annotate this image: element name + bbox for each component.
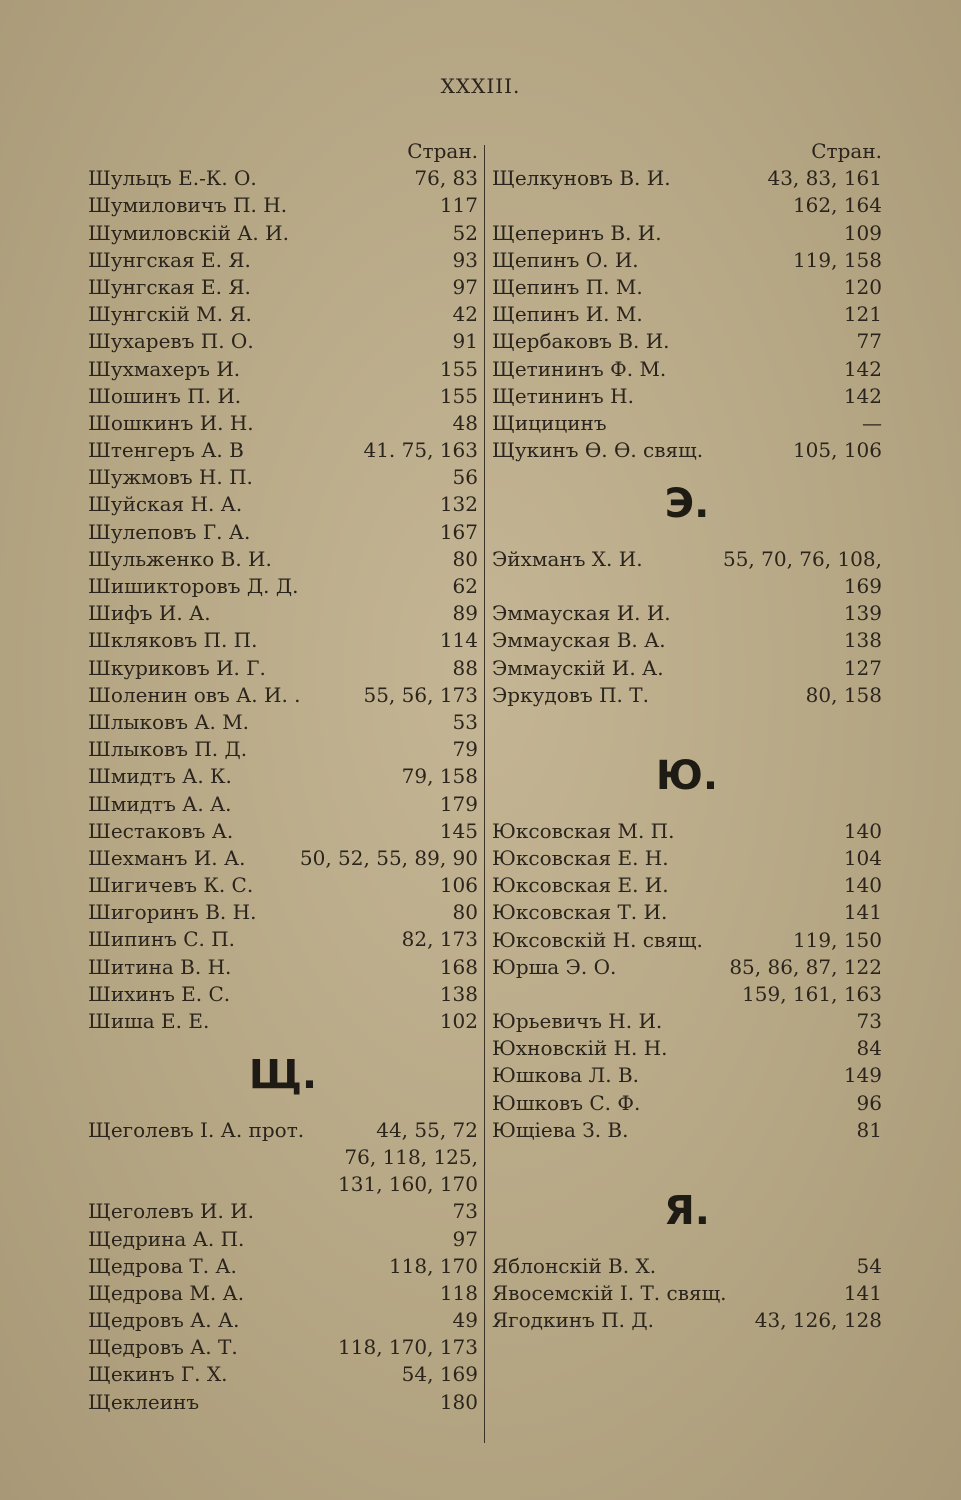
entry-pages: 80 [452,546,478,571]
index-entry [88,872,478,899]
index-entry [88,655,478,682]
entry-name: Щеголевъ І. А. прот. [88,1117,305,1142]
index-entry [492,600,882,627]
index-entry [88,682,478,709]
entry-name: Ющіева З. В. [492,1117,629,1142]
entry-name: Шмидтъ А. А. [88,791,232,816]
entry-pages: 118, 170 [388,1253,478,1278]
entry-pages: 82, 173 [401,927,478,952]
index-entry [88,981,478,1008]
index-entry [88,1171,478,1198]
entry-pages: 54, 169 [401,1362,478,1387]
index-entry [492,192,882,219]
index-entry [88,954,478,981]
pages-column-header [88,138,478,165]
entry-name: Юхновскій Н. Н. [492,1036,668,1061]
index-entry [88,247,478,274]
entry-name: Юшковъ С. Ф. [492,1090,641,1115]
entry-name: Шошкинъ И. Н. [88,410,254,435]
entry-name: Щеголевъ И. И. [88,1199,255,1224]
entry-pages: 118, 170, 173 [338,1335,478,1360]
entry-name: Юксовская Е. Н. [492,845,669,870]
entry-name: Штенгеръ А. В [88,438,244,463]
entry-pages: 93 [452,247,478,272]
entry-pages: 106 [439,873,478,898]
entry-name: Щеклеинъ [88,1389,200,1414]
index-entry [492,1090,882,1117]
entry-name: Щукинъ Ѳ. Ѳ. свящ. [492,438,704,463]
index-entry [492,546,882,573]
index-entry [88,301,478,328]
index-entry [492,1280,882,1307]
index-entry [88,709,478,736]
entry-pages: 41. 75, 163 [363,438,478,463]
entry-name: Шиша Е. Е. [88,1009,210,1033]
entry-pages: 84 [856,1036,882,1061]
index-entry [88,464,478,491]
index-entry [88,192,478,219]
index-entry [88,818,478,845]
entry-pages: — [862,410,882,435]
index-entry [88,1008,478,1035]
entry-name: Ягодкинъ П. Д. [492,1308,655,1333]
index-entry [492,356,882,383]
entry-pages: 96 [856,1090,882,1115]
entries-shch-continued-list [492,165,882,464]
entry-pages: 142 [843,383,882,408]
index-entry [88,356,478,383]
entry-name: Шунгская Е. Я. [88,274,251,299]
entry-name: Шунгская Е. Я. [88,247,251,272]
entry-name: Щепинъ И. М. [492,302,643,327]
entry-pages: 145 [439,818,478,843]
entry-pages: 159, 161, 163 [742,981,882,1006]
index-entry [88,410,478,437]
entry-name: Щицицинъ [492,410,607,435]
entry-name: Шигичевъ К. С. [88,873,254,898]
entry-pages: 73 [856,1009,882,1034]
index-entry [492,1008,882,1035]
entry-pages: 138 [843,628,882,653]
entries-shch-list [88,1117,478,1416]
entry-name: Щетининъ Ф. М. [492,356,667,381]
entries-ya-list [492,1253,882,1335]
index-entry [492,927,882,954]
entry-name: Щедровъ А. Т. [88,1335,238,1360]
entry-name: Шоленин овъ А. И. . [88,682,301,707]
index-entry [492,437,882,464]
entry-name: Шошинъ П. И. [88,383,242,408]
index-entry [492,872,882,899]
entry-pages: 77 [856,329,882,354]
entry-pages: 105, 106 [792,438,882,463]
entry-name: Эммауская И. И. [492,601,671,626]
entry-name: Шумиловскій А. И. [88,220,289,245]
entry-pages: 73 [452,1199,478,1224]
entry-name: Юксовская М. П. [492,818,675,843]
entry-pages: 155 [439,383,478,408]
entry-name: Шульженко В. И. [88,546,272,571]
entry-name: Шулеповъ Г. А. [88,519,251,544]
index-entry [492,301,882,328]
index-entry [88,926,478,953]
index-entry [492,383,882,410]
index-entry [88,1198,478,1225]
entry-name: Шипинъ С. П. [88,927,236,952]
entry-name: Шульцъ Е.-К. О. [88,166,257,191]
entry-name: Щедрова Т. А. [88,1253,237,1278]
index-entry [492,220,882,247]
entry-name: Шифъ И. А. [88,601,211,626]
entry-pages: 80, 158 [805,682,882,707]
section-heading-shch: Щ. [248,1052,318,1099]
entry-name: Шихинъ Е. С. [88,981,231,1006]
index-entry [88,328,478,355]
entry-pages: 118 [439,1280,478,1305]
entry-pages: 54 [856,1253,882,1278]
index-entry [88,600,478,627]
entry-name: Явосемскій І. Т. свящ. [492,1280,727,1305]
entry-name: Шумиловичъ П. Н. [88,193,288,218]
entry-pages: 48 [452,410,478,435]
entries-sh-list [88,165,478,1035]
page-number: XXXIII. [440,74,521,98]
entry-name: Щедровъ А. А. [88,1308,240,1333]
entry-name: Шухмахеръ И. [88,356,241,381]
entry-pages: 62 [452,574,478,598]
entry-pages: 43, 83, 161 [767,166,882,191]
index-entry [88,1226,478,1253]
entry-name: Шмидтъ А. К. [88,764,232,789]
entries-yu-list [492,818,882,1144]
entry-name: Щеперинъ В. И. [492,220,662,245]
index-entry [88,1334,478,1361]
entry-pages: 50, 52, 55, 89, 90 [299,845,478,870]
entry-name: Юксовская Т. И. [492,900,668,925]
entry-pages: 140 [843,873,882,898]
entry-name: Эммауская В. А. [492,628,666,653]
entry-pages: 85, 86, 87, 122 [729,954,882,979]
index-entry [88,1307,478,1334]
index-entry [88,274,478,301]
entry-name: Щепинъ О. И. [492,247,639,272]
entry-pages: 120 [843,274,882,299]
entry-pages: 49 [452,1308,478,1333]
entry-pages: 131, 160, 170 [338,1172,478,1197]
entry-name: Шигоринъ В. Н. [88,900,257,925]
entry-name: Яблонскій В. Х. [492,1253,657,1278]
entry-name: Щетининъ Н. [492,383,634,408]
entry-pages: 119, 150 [792,927,882,952]
index-entry [492,573,882,600]
entry-pages: 149 [843,1063,882,1088]
entry-pages: 140 [843,818,882,843]
entry-pages: 88 [452,655,478,680]
index-entry [492,1062,882,1089]
index-entry [88,1389,478,1416]
entry-name: Шужмовъ Н. П. [88,465,253,490]
entry-pages: 142 [843,356,882,381]
index-entry [88,546,478,573]
entry-pages: 114 [439,628,478,653]
entry-name: Шкуриковъ И. Г. [88,655,266,680]
entries-e-list [492,546,882,709]
entry-pages: 55, 70, 76, 108, [722,546,882,571]
index-entry [88,165,478,192]
entry-name: Щербаковъ В. И. [492,329,670,354]
entry-name: Щекинъ Г. Х. [88,1362,228,1387]
entry-pages: 167 [439,519,478,544]
entry-pages: 42 [452,302,478,327]
index-entry [492,682,882,709]
index-entry [88,437,478,464]
entry-pages: 97 [452,1226,478,1251]
entry-name: Шитина В. Н. [88,954,232,979]
entry-name: Юрьевичъ Н. И. [492,1009,663,1034]
index-entry [88,1361,478,1388]
entry-pages: 52 [452,220,478,245]
entry-pages: 56 [452,465,478,490]
index-entry [492,899,882,926]
index-entry [492,627,882,654]
entry-name: Шишикторовъ Д. Д. [88,574,299,598]
entry-pages: 97 [452,274,478,299]
spacer [492,709,882,736]
entry-pages: 109 [843,220,882,245]
entry-name: Щелкуновъ В. И. [492,166,671,191]
entry-pages: 55, 56, 173 [363,682,478,707]
index-entry [88,519,478,546]
entry-pages: 43, 126, 128 [754,1308,882,1333]
entry-name: Эммаускій И. А. [492,655,664,680]
entry-pages: 79 [452,737,478,762]
entry-name: Шлыковъ П. Д. [88,737,248,762]
entry-pages: 44, 55, 72 [376,1117,478,1142]
index-entry [492,1253,882,1280]
entry-pages: 180 [439,1389,478,1414]
index-entry [492,328,882,355]
index-entry [88,1253,478,1280]
entry-name: Шунгскій М. Я. [88,302,252,327]
entry-name: Шлыковъ А. М. [88,709,250,734]
left-column [88,138,478,1416]
entry-name: Эркудовъ П. Т. [492,682,649,707]
index-entry [88,1144,478,1171]
entry-pages: 102 [439,1009,478,1033]
entry-name: Эйхманъ Х. И. [492,546,643,571]
index-entry [88,491,478,518]
entry-pages: 104 [843,845,882,870]
entry-pages: 81 [856,1117,882,1142]
entry-pages: 138 [439,981,478,1006]
index-entry [492,247,882,274]
entry-pages: 127 [843,655,882,680]
entry-name: Юшкова Л. В. [492,1063,640,1088]
index-entry [492,1307,882,1334]
entry-pages: 79, 158 [401,764,478,789]
entry-name: Шестаковъ А. [88,818,234,843]
index-entry [492,655,882,682]
entry-pages: 169 [843,574,882,599]
pages-header-label: Стран. [811,139,882,163]
index-entry [492,981,882,1008]
index-entry [492,818,882,845]
index-entry [492,274,882,301]
column-divider [484,145,485,1443]
entry-pages: 89 [452,601,478,626]
entry-pages: 132 [439,492,478,517]
entry-pages: 91 [452,329,478,354]
index-entry [88,1117,478,1144]
entry-pages: 76, 118, 125, [344,1144,478,1169]
index-entry [492,165,882,192]
index-entry [88,791,478,818]
index-entry [88,845,478,872]
pages-header-label: Стран. [407,139,478,163]
index-entry [88,383,478,410]
entry-pages: 76, 83 [414,166,478,191]
pages-column-header [492,138,882,165]
section-heading-e: Э. [664,481,710,528]
entry-name: Шухаревъ П. О. [88,329,254,354]
section-heading-yu: Ю. [655,753,719,800]
entry-name: Юрша Э. О. [492,954,617,979]
entry-name: Щедрина А. П. [88,1226,245,1251]
section-heading-ya: Я. [664,1188,710,1235]
entry-pages: 168 [439,954,478,979]
entry-name: Юксовскій Н. свящ. [492,927,703,952]
spacer [492,1144,882,1171]
entry-pages: 117 [439,193,478,218]
index-entry [88,220,478,247]
index-entry [88,1280,478,1307]
entry-name: Щепинъ П. М. [492,274,643,299]
index-entry [492,1117,882,1144]
index-entry [88,736,478,763]
index-entry [88,763,478,790]
entry-pages: 141 [843,1280,882,1305]
entry-name: Шуйская Н. А. [88,492,243,517]
index-entry [88,899,478,926]
index-entry [492,845,882,872]
index-entry [492,1035,882,1062]
entry-name: Шехманъ И. А. [88,845,246,870]
entry-pages: 53 [452,709,478,734]
index-entry [492,954,882,981]
index-entry [492,410,882,437]
entry-pages: 80 [452,900,478,925]
entry-pages: 162, 164 [792,193,882,218]
right-column [492,138,882,1334]
entry-pages: 139 [843,601,882,626]
entry-pages: 119, 158 [792,247,882,272]
entry-pages: 141 [843,900,882,925]
index-entry [88,627,478,654]
entry-pages: 179 [439,791,478,816]
entry-pages: 121 [843,302,882,327]
entry-name: Шкляковъ П. П. [88,628,258,653]
entry-name: Юксовская Е. И. [492,873,669,898]
entry-pages: 155 [439,356,478,381]
entry-name: Щедрова М. А. [88,1280,245,1305]
index-entry [88,573,478,600]
